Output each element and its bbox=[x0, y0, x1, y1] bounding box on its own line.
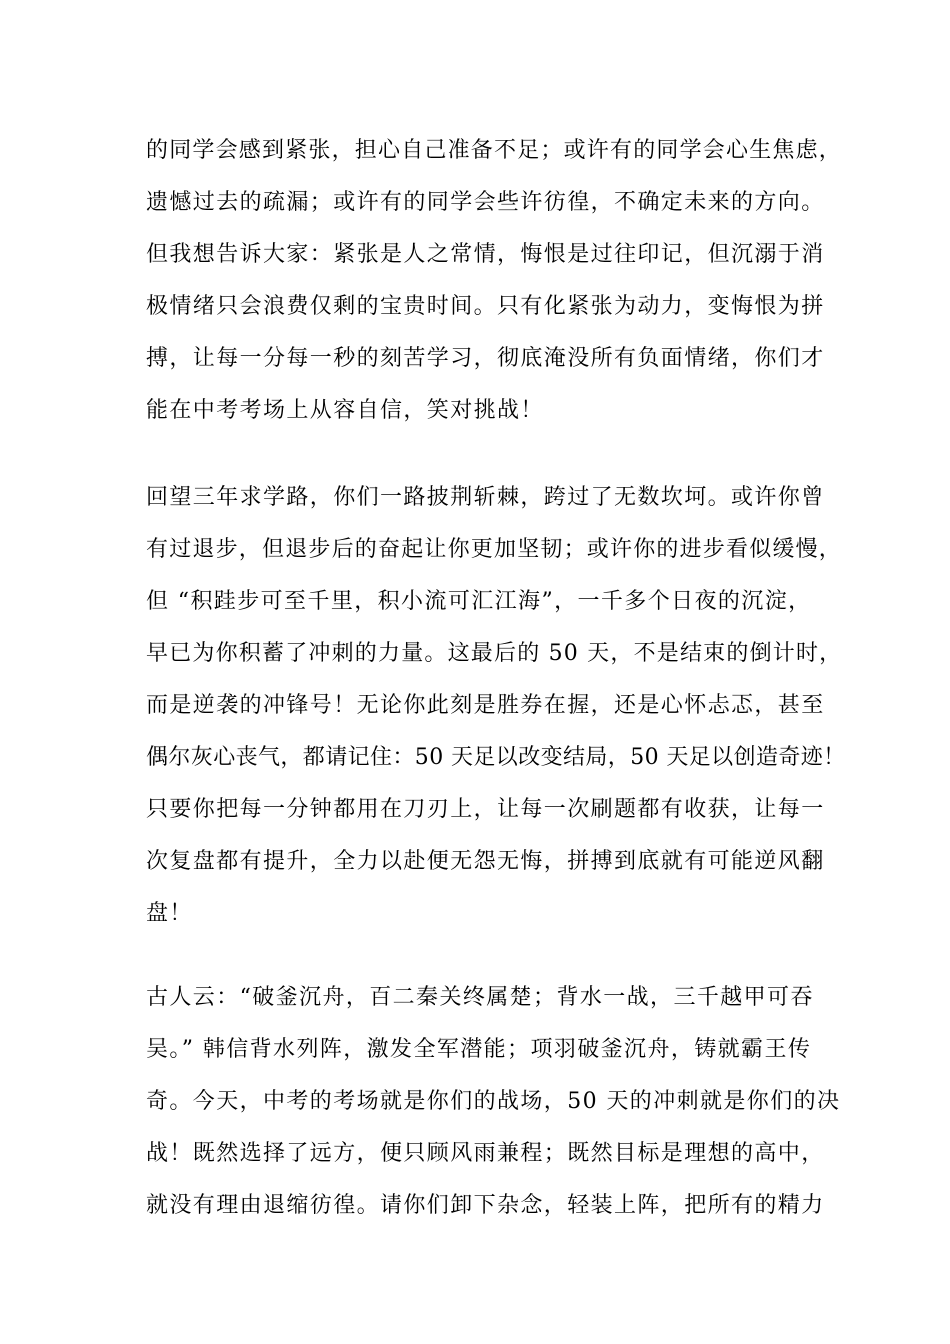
text-line: 有过退步，但退步后的奋起让你更加坚韧；或许你的进步看似缓慢， bbox=[146, 537, 843, 562]
text-line: 次复盘都有提升，全力以赴便无怨无悔，拼搏到底就有可能逆风翻 bbox=[146, 849, 825, 874]
text-line: 回望三年求学路，你们一路披荆斩棘，跨过了无数坎坷。或许你曾 bbox=[146, 485, 825, 510]
paragraph-3 bbox=[146, 972, 846, 1232]
paragraph-2 bbox=[146, 472, 846, 940]
text-line: 早已为你积蓄了冲刺的力量。这最后的 50 天，不是结束的倒计时， bbox=[146, 641, 843, 666]
text-line: 古人云：“破釜沉舟，百二秦关终属楚；背水一战，三千越甲可吞 bbox=[146, 985, 814, 1010]
text-line: 但我想告诉大家：紧张是人之常情，悔恨是过往印记，但沉溺于消 bbox=[146, 242, 825, 267]
text-line: 只要你把每一分钟都用在刀刃上，让每一次刷题都有收获，让每一 bbox=[146, 797, 825, 822]
paragraph-1 bbox=[146, 125, 846, 437]
text-line: 就没有理由退缩彷徨。请你们卸下杂念，轻装上阵，把所有的精力 bbox=[146, 1193, 825, 1218]
text-line: 搏，让每一分每一秒的刻苦学习，彻底淹没所有负面情绪，你们才 bbox=[146, 346, 825, 371]
text-line: 的同学会感到紧张，担心自己准备不足；或许有的同学会心生焦虑， bbox=[146, 138, 843, 163]
text-line: 偶尔灰心丧气，都请记住：50 天足以改变结局，50 天足以创造奇迹！ bbox=[146, 745, 846, 770]
text-line: 战！既然选择了远方，便只顾风雨兼程；既然目标是理想的高中， bbox=[146, 1141, 825, 1166]
text-line: 而是逆袭的冲锋号！无论你此刻是胜券在握，还是心怀忐忑，甚至 bbox=[146, 693, 825, 718]
text-line: 能在中考考场上从容自信，笑对挑战！ bbox=[146, 398, 544, 423]
text-line: 奇。今天，中考的考场就是你们的战场，50 天的冲刺就是你们的决 bbox=[146, 1089, 841, 1114]
text-line: 但 “积跬步可至千里，积小流可汇江海”，一千多个日夜的沉淀， bbox=[146, 589, 812, 614]
text-line: 遗憾过去的疏漏；或许有的同学会些许彷徨，不确定未来的方向。 bbox=[146, 190, 825, 215]
text-line: 极情绪只会浪费仅剩的宝贵时间。只有化紧张为动力，变悔恨为拼 bbox=[146, 294, 825, 319]
text-line: 盘！ bbox=[146, 901, 193, 926]
text-line: 吴。” 韩信背水列阵，激发全军潜能；项羽破釜沉舟，铸就霸王传 bbox=[146, 1037, 812, 1062]
